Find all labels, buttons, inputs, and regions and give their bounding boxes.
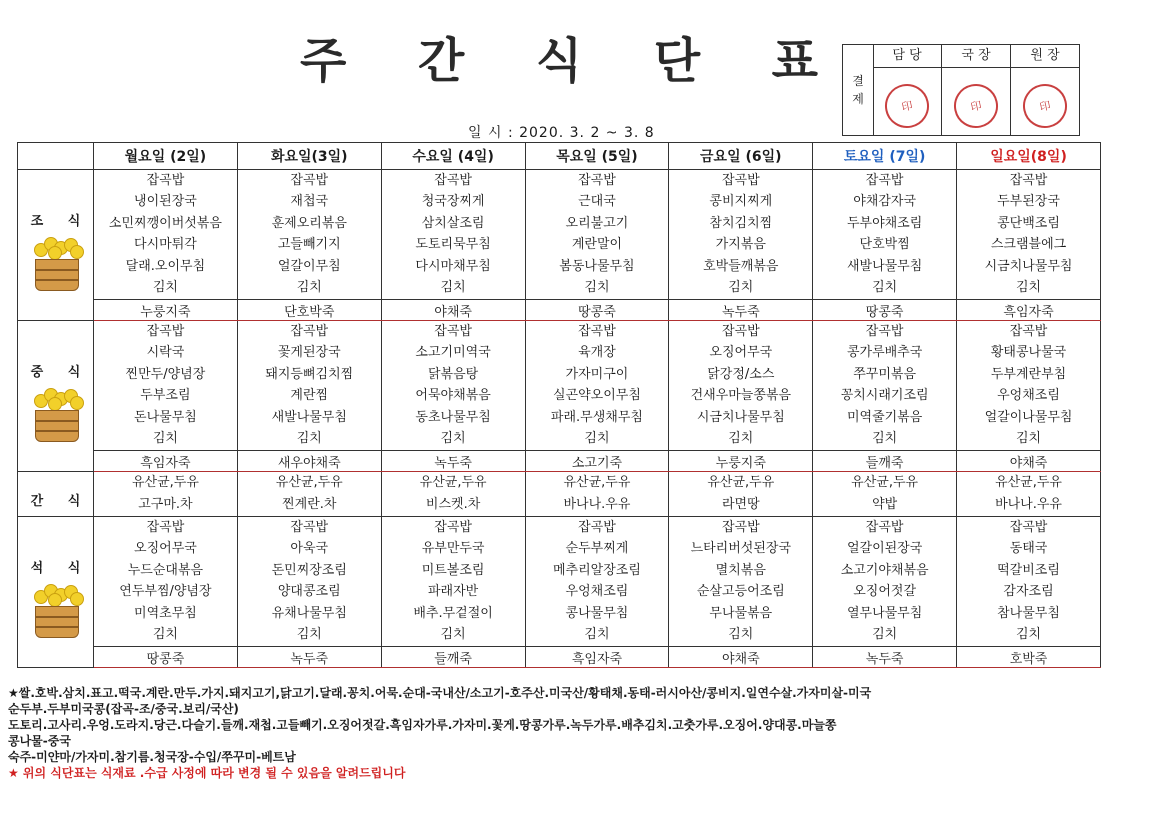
menu-cell [381, 170, 525, 300]
menu-item: 김치 [152, 627, 178, 643]
porridge-cell: 누룽지죽 [94, 300, 238, 321]
snack-row [18, 472, 1101, 517]
menu-item: 유산균,두유 [275, 475, 343, 490]
breakfast-label: 조 식 [30, 213, 91, 229]
menu-item: 다시마채무침 [415, 258, 491, 274]
menu-item: 콩가루배추국 [846, 345, 923, 361]
menu-item: 시금치나물무침 [696, 409, 785, 425]
note-line: 콩나물-중국 [8, 734, 71, 748]
porridge-cell: 땅콩죽 [94, 647, 238, 668]
menu-item: 잡곡밥 [1009, 172, 1048, 188]
menu-item: 김치 [1015, 431, 1042, 447]
menu-item: 시락국 [146, 345, 185, 361]
menu-item: 김치 [728, 280, 754, 296]
menu-item: 두부조림 [140, 388, 191, 404]
menu-item: 김치 [872, 627, 898, 643]
menu-item: 미트볼조림 [421, 562, 485, 578]
menu-item: 우엉채조림 [997, 388, 1060, 404]
menu-item: 배추.무겉절이 [413, 605, 493, 621]
menu-cell [237, 321, 381, 451]
menu-item: 김치 [440, 627, 466, 643]
menu-item: 잡곡밥 [578, 519, 616, 535]
porridge-cell: 녹두죽 [237, 647, 381, 668]
menu-item: 미역초무침 [134, 605, 197, 621]
day-header-wed: 수요일 (4일) [381, 143, 525, 170]
ingredient-origin-notes [8, 685, 1158, 781]
menu-item: 잡곡밥 [578, 172, 616, 188]
menu-item: 얼갈이된장국 [846, 541, 923, 557]
menu-item: 동초나물무침 [415, 409, 491, 425]
menu-item: 감자조림 [1003, 584, 1054, 600]
porridge-cell: 녹두죽 [381, 451, 525, 472]
menu-item: 잡곡밥 [578, 323, 616, 339]
menu-item: 찐계란.차 [282, 497, 337, 512]
porridge-cell: 들깨죽 [813, 451, 957, 472]
menu-item: 근대국 [578, 194, 616, 210]
menu-item: 아욱국 [290, 541, 329, 557]
menu-item: 유산균,두유 [419, 475, 487, 490]
lunch-row [18, 321, 1101, 451]
menu-item: 새발나물무침 [846, 258, 923, 274]
menu-item: 돈민찌장조림 [271, 562, 347, 578]
menu-item: 달래.오이무침 [125, 258, 206, 274]
menu-item: 잡곡밥 [290, 172, 329, 188]
menu-item: 오징어무국 [134, 541, 197, 557]
menu-item: 비스켓.차 [425, 497, 481, 512]
flower-pot-icon [30, 237, 82, 291]
menu-item: 호박들깨볶음 [703, 258, 779, 274]
menu-item: 콩단백조림 [997, 215, 1060, 231]
title-char: 주 [300, 33, 349, 89]
menu-item: 떡갈비조림 [997, 562, 1060, 578]
menu-item: 잡곡밥 [434, 172, 472, 188]
menu-item: 파래.무생채무침 [550, 409, 643, 425]
breakfast-label-cell [18, 170, 94, 321]
menu-item: 연두부찜/양념장 [119, 584, 212, 600]
menu-cell [957, 472, 1101, 517]
menu-item: 김치 [1015, 627, 1042, 643]
menu-item: 잡곡밥 [290, 519, 329, 535]
menu-item: 돼지등뼈김치찜 [265, 366, 354, 382]
menu-item: 유산균,두유 [563, 475, 631, 490]
title-char: 간 [417, 33, 467, 89]
menu-item: 꽃게된장국 [277, 345, 341, 361]
menu-item: 참나물무침 [997, 605, 1060, 621]
menu-item: 콩비지찌게 [709, 194, 773, 210]
menu-item: 라면땅 [721, 497, 760, 512]
menu-item: 얼갈이무침 [277, 258, 341, 274]
lunch-porridge-row [18, 451, 1101, 472]
menu-item: 잡곡밥 [721, 323, 760, 339]
menu-item: 도토리묵무침 [415, 237, 491, 253]
menu-item: 바나나.우유 [995, 497, 1062, 512]
menu-cell [381, 517, 525, 647]
menu-item: 잡곡밥 [865, 323, 904, 339]
page-title [300, 22, 820, 91]
dinner-label: 석 식 [30, 560, 91, 576]
menu-item: 유채나물무침 [271, 605, 347, 621]
porridge-cell: 소고기죽 [525, 451, 669, 472]
menu-cell [957, 321, 1101, 451]
menu-item: 잡곡밥 [1009, 519, 1048, 535]
menu-cell [813, 321, 957, 451]
menu-cell [237, 472, 381, 517]
menu-item: 콩나물무침 [565, 605, 629, 621]
menu-item: 양대콩조림 [277, 584, 341, 600]
menu-item: 김치 [872, 280, 898, 296]
menu-item: 김치 [728, 431, 754, 447]
menu-item: 메추리알장조림 [553, 562, 641, 578]
menu-item: 야채감자국 [853, 194, 917, 210]
menu-item: 무나물볶음 [709, 605, 773, 621]
porridge-cell: 야채죽 [957, 451, 1101, 472]
menu-cell [669, 472, 813, 517]
day-header-mon: 월요일 (2일) [94, 143, 238, 170]
menu-table [17, 142, 1101, 668]
day-header-thu: 목요일 (5일) [525, 143, 669, 170]
menu-item: 계란찜 [290, 388, 329, 404]
menu-item: 김치 [440, 280, 466, 296]
menu-item: 잡곡밥 [434, 519, 472, 535]
menu-item: 잡곡밥 [865, 172, 904, 188]
menu-item: 훈제오리볶음 [271, 215, 347, 231]
menu-item: 유산균,두유 [995, 475, 1062, 490]
menu-item: 두부된장국 [997, 194, 1060, 210]
menu-item: 유산균,두유 [707, 475, 775, 490]
menu-item: 김치 [152, 280, 178, 296]
notice-line: ★ 위의 식단표는 식재료 .수급 사정에 따라 변경 될 수 있음을 알려드립니다 [8, 766, 406, 780]
menu-item: 김치 [440, 431, 466, 447]
menu-item: 가자미구이 [565, 366, 629, 382]
menu-item: 잡곡밥 [1009, 323, 1048, 339]
menu-item: 청국장찌게 [421, 194, 485, 210]
menu-item: 돈나물무침 [134, 409, 197, 425]
menu-cell [525, 517, 669, 647]
porridge-cell: 누룽지죽 [669, 451, 813, 472]
approval-col-head [1011, 45, 1079, 135]
day-header-tue: 화요일(3일) [237, 143, 381, 170]
menu-item: 누드순대볶음 [127, 562, 204, 578]
menu-item: 단호박찜 [859, 237, 910, 253]
menu-item: 닭볶음탕 [427, 366, 479, 382]
menu-cell [525, 321, 669, 451]
menu-item: 열무나물무침 [846, 605, 923, 621]
note-line: ★쌀.호박.삼치.표고.떡국.계란.만두.가지.돼지고기,닭고기.달래.꽁치.어묵.순대-국내산/소고기-호주산.미국산/황태채.동태-러시아산/콩비지.일연수살.가자미살-미국 [8, 686, 872, 700]
menu-item: 잡곡밥 [146, 323, 185, 339]
menu-item: 소고기미역국 [415, 345, 491, 361]
menu-item: 김치 [296, 431, 322, 447]
menu-cell [237, 517, 381, 647]
menu-item: 닭강정/소스 [707, 366, 775, 382]
porridge-cell: 호박죽 [957, 647, 1101, 668]
approval-label-bottom: 제 [852, 92, 864, 106]
approval-label [843, 45, 874, 135]
menu-item: 김치 [728, 627, 754, 643]
menu-item: 김치 [872, 431, 898, 447]
flower-pot-icon [30, 388, 82, 442]
menu-cell [94, 170, 238, 300]
menu-item: 오징어무국 [709, 345, 773, 361]
day-header-sun: 일요일(8일) [957, 143, 1101, 170]
menu-item: 잡곡밥 [721, 172, 760, 188]
menu-item: 순살고등어조림 [696, 584, 785, 600]
menu-item: 건새우마늘쫑볶음 [690, 388, 792, 404]
menu-item: 유산균,두유 [851, 475, 919, 490]
porridge-cell: 녹두죽 [669, 300, 813, 321]
menu-cell [669, 170, 813, 300]
note-line: 숙주-미얀마/가자미.참기름.청국장-수입/쭈꾸미-베트남 [8, 750, 296, 764]
menu-item: 멸치볶음 [715, 562, 766, 578]
menu-item: 황태콩나물국 [990, 345, 1067, 361]
menu-item: 시금치나물무침 [984, 258, 1073, 274]
menu-item: 재첩국 [290, 194, 329, 210]
breakfast-porridge-row [18, 300, 1101, 321]
breakfast-row [18, 170, 1101, 300]
menu-item: 실곤약오이무침 [553, 388, 641, 404]
menu-item: 삼치살조림 [421, 215, 485, 231]
date-range: 일 시 : 2020. 3. 2 ~ 3. 8 [468, 125, 655, 141]
seal-stamp-icon: 印 [1019, 80, 1071, 132]
corner-cell [18, 143, 94, 170]
menu-cell [669, 321, 813, 451]
dinner-label-cell [18, 517, 94, 668]
menu-item: 김치 [584, 431, 610, 447]
lunch-label: 중 식 [30, 364, 91, 380]
approval-role: 원 장 [1011, 45, 1079, 68]
title-char: 식 [535, 33, 585, 89]
approval-col-director [942, 45, 1011, 135]
menu-cell [669, 517, 813, 647]
menu-item: 잡곡밥 [865, 519, 904, 535]
menu-cell [957, 517, 1101, 647]
porridge-cell: 야채죽 [381, 300, 525, 321]
snack-label-cell [18, 472, 94, 517]
menu-item: 파래자반 [427, 584, 479, 600]
menu-item: 느타리버섯된장국 [690, 541, 792, 557]
approval-label-top: 결 [852, 74, 864, 88]
menu-item: 냉이된장국 [134, 194, 197, 210]
porridge-cell: 녹두죽 [813, 647, 957, 668]
porridge-cell: 땅콩죽 [525, 300, 669, 321]
menu-cell [525, 472, 669, 517]
menu-item: 소고기야채볶음 [840, 562, 929, 578]
approval-role: 국 장 [942, 45, 1010, 68]
menu-item: 새발나물무침 [271, 409, 347, 425]
menu-item: 잡곡밥 [434, 323, 472, 339]
menu-item: 잡곡밥 [146, 172, 185, 188]
menu-item: 꽁치시래기조림 [840, 388, 929, 404]
dinner-porridge-row [18, 647, 1101, 668]
note-line: 순두부.두부미국콩(잡곡-조/중국.보리/국산) [8, 702, 239, 716]
menu-cell [813, 517, 957, 647]
menu-item: 가지볶음 [715, 237, 766, 253]
menu-item: 소민찌깽이버섯볶음 [108, 215, 222, 231]
menu-item: 다시마튀각 [134, 237, 197, 253]
menu-item: 스크램블에그 [990, 237, 1067, 253]
menu-item: 김치 [1015, 280, 1042, 296]
menu-item: 우엉채조림 [565, 584, 629, 600]
menu-item: 미역줄기볶음 [846, 409, 923, 425]
menu-item: 바나나.우유 [563, 497, 631, 512]
menu-item: 동태국 [1009, 541, 1048, 557]
menu-cell [813, 472, 957, 517]
menu-item: 잡곡밥 [146, 519, 185, 535]
porridge-cell: 야채죽 [669, 647, 813, 668]
porridge-cell: 새우야채죽 [237, 451, 381, 472]
menu-item: 김치 [584, 280, 610, 296]
approval-role: 담 당 [873, 45, 941, 68]
menu-cell [94, 517, 238, 647]
menu-item: 오리불고기 [565, 215, 629, 231]
seal-stamp-icon: 印 [950, 80, 1002, 132]
day-header-sat: 토요일 (7일) [813, 143, 957, 170]
menu-cell [525, 170, 669, 300]
menu-item: 유부만두국 [421, 541, 485, 557]
porridge-cell: 흑임자죽 [957, 300, 1101, 321]
menu-cell [813, 170, 957, 300]
porridge-cell: 흑임자죽 [94, 451, 238, 472]
menu-item: 잡곡밥 [290, 323, 329, 339]
menu-cell [381, 472, 525, 517]
menu-item: 잡곡밥 [721, 519, 760, 535]
title-char: 단 [653, 33, 703, 89]
menu-item: 고구마.차 [138, 497, 193, 512]
menu-item: 약밥 [872, 497, 898, 512]
menu-item: 오징어젓갈 [853, 584, 917, 600]
header-row [18, 143, 1101, 170]
menu-cell [94, 472, 238, 517]
menu-cell [957, 170, 1101, 300]
menu-item: 순두부찌게 [565, 541, 629, 557]
menu-item: 김치 [296, 280, 322, 296]
menu-item: 고들빼기지 [277, 237, 341, 253]
menu-item: 봄동나물무침 [559, 258, 635, 274]
menu-item: 얼갈이나물무침 [984, 409, 1073, 425]
porridge-cell: 들깨죽 [381, 647, 525, 668]
menu-item: 김치 [152, 431, 178, 447]
menu-item: 참치김치찜 [709, 215, 773, 231]
menu-item: 김치 [584, 627, 610, 643]
menu-item: 찐만두/양념장 [125, 366, 206, 382]
menu-item: 두부야채조림 [846, 215, 923, 231]
menu-item: 쭈꾸미볶음 [853, 366, 917, 382]
menu-cell [381, 321, 525, 451]
menu-cell [237, 170, 381, 300]
approval-col-staff [873, 45, 942, 135]
day-header-fri: 금요일 (6일) [669, 143, 813, 170]
porridge-cell: 땅콩죽 [813, 300, 957, 321]
dinner-row [18, 517, 1101, 647]
menu-item: 계란말이 [571, 237, 623, 253]
porridge-cell: 단호박죽 [237, 300, 381, 321]
menu-item: 어묵야채볶음 [415, 388, 491, 404]
menu-item: 두부계란부침 [990, 366, 1067, 382]
menu-cell [94, 321, 238, 451]
approval-box [842, 44, 1080, 136]
snack-label: 간 식 [30, 493, 91, 509]
menu-item: 육개장 [578, 345, 616, 361]
menu-item: 김치 [296, 627, 322, 643]
seal-stamp-icon: 印 [881, 80, 933, 132]
porridge-cell: 흑임자죽 [525, 647, 669, 668]
title-char: 표 [771, 33, 820, 89]
flower-pot-icon [30, 584, 82, 638]
menu-item: 유산균,두유 [131, 475, 199, 490]
lunch-label-cell [18, 321, 94, 472]
note-line: 도토리.고사리.우엉.도라지.당근.다슬기.들깨.재첩.고들빼기.오징어젓갈.흑임자가루.가자미.꽃게.땅콩가루.녹두가루.배추김치.고춧가루.오징어.양대콩.마늘쫑 [8, 718, 837, 732]
